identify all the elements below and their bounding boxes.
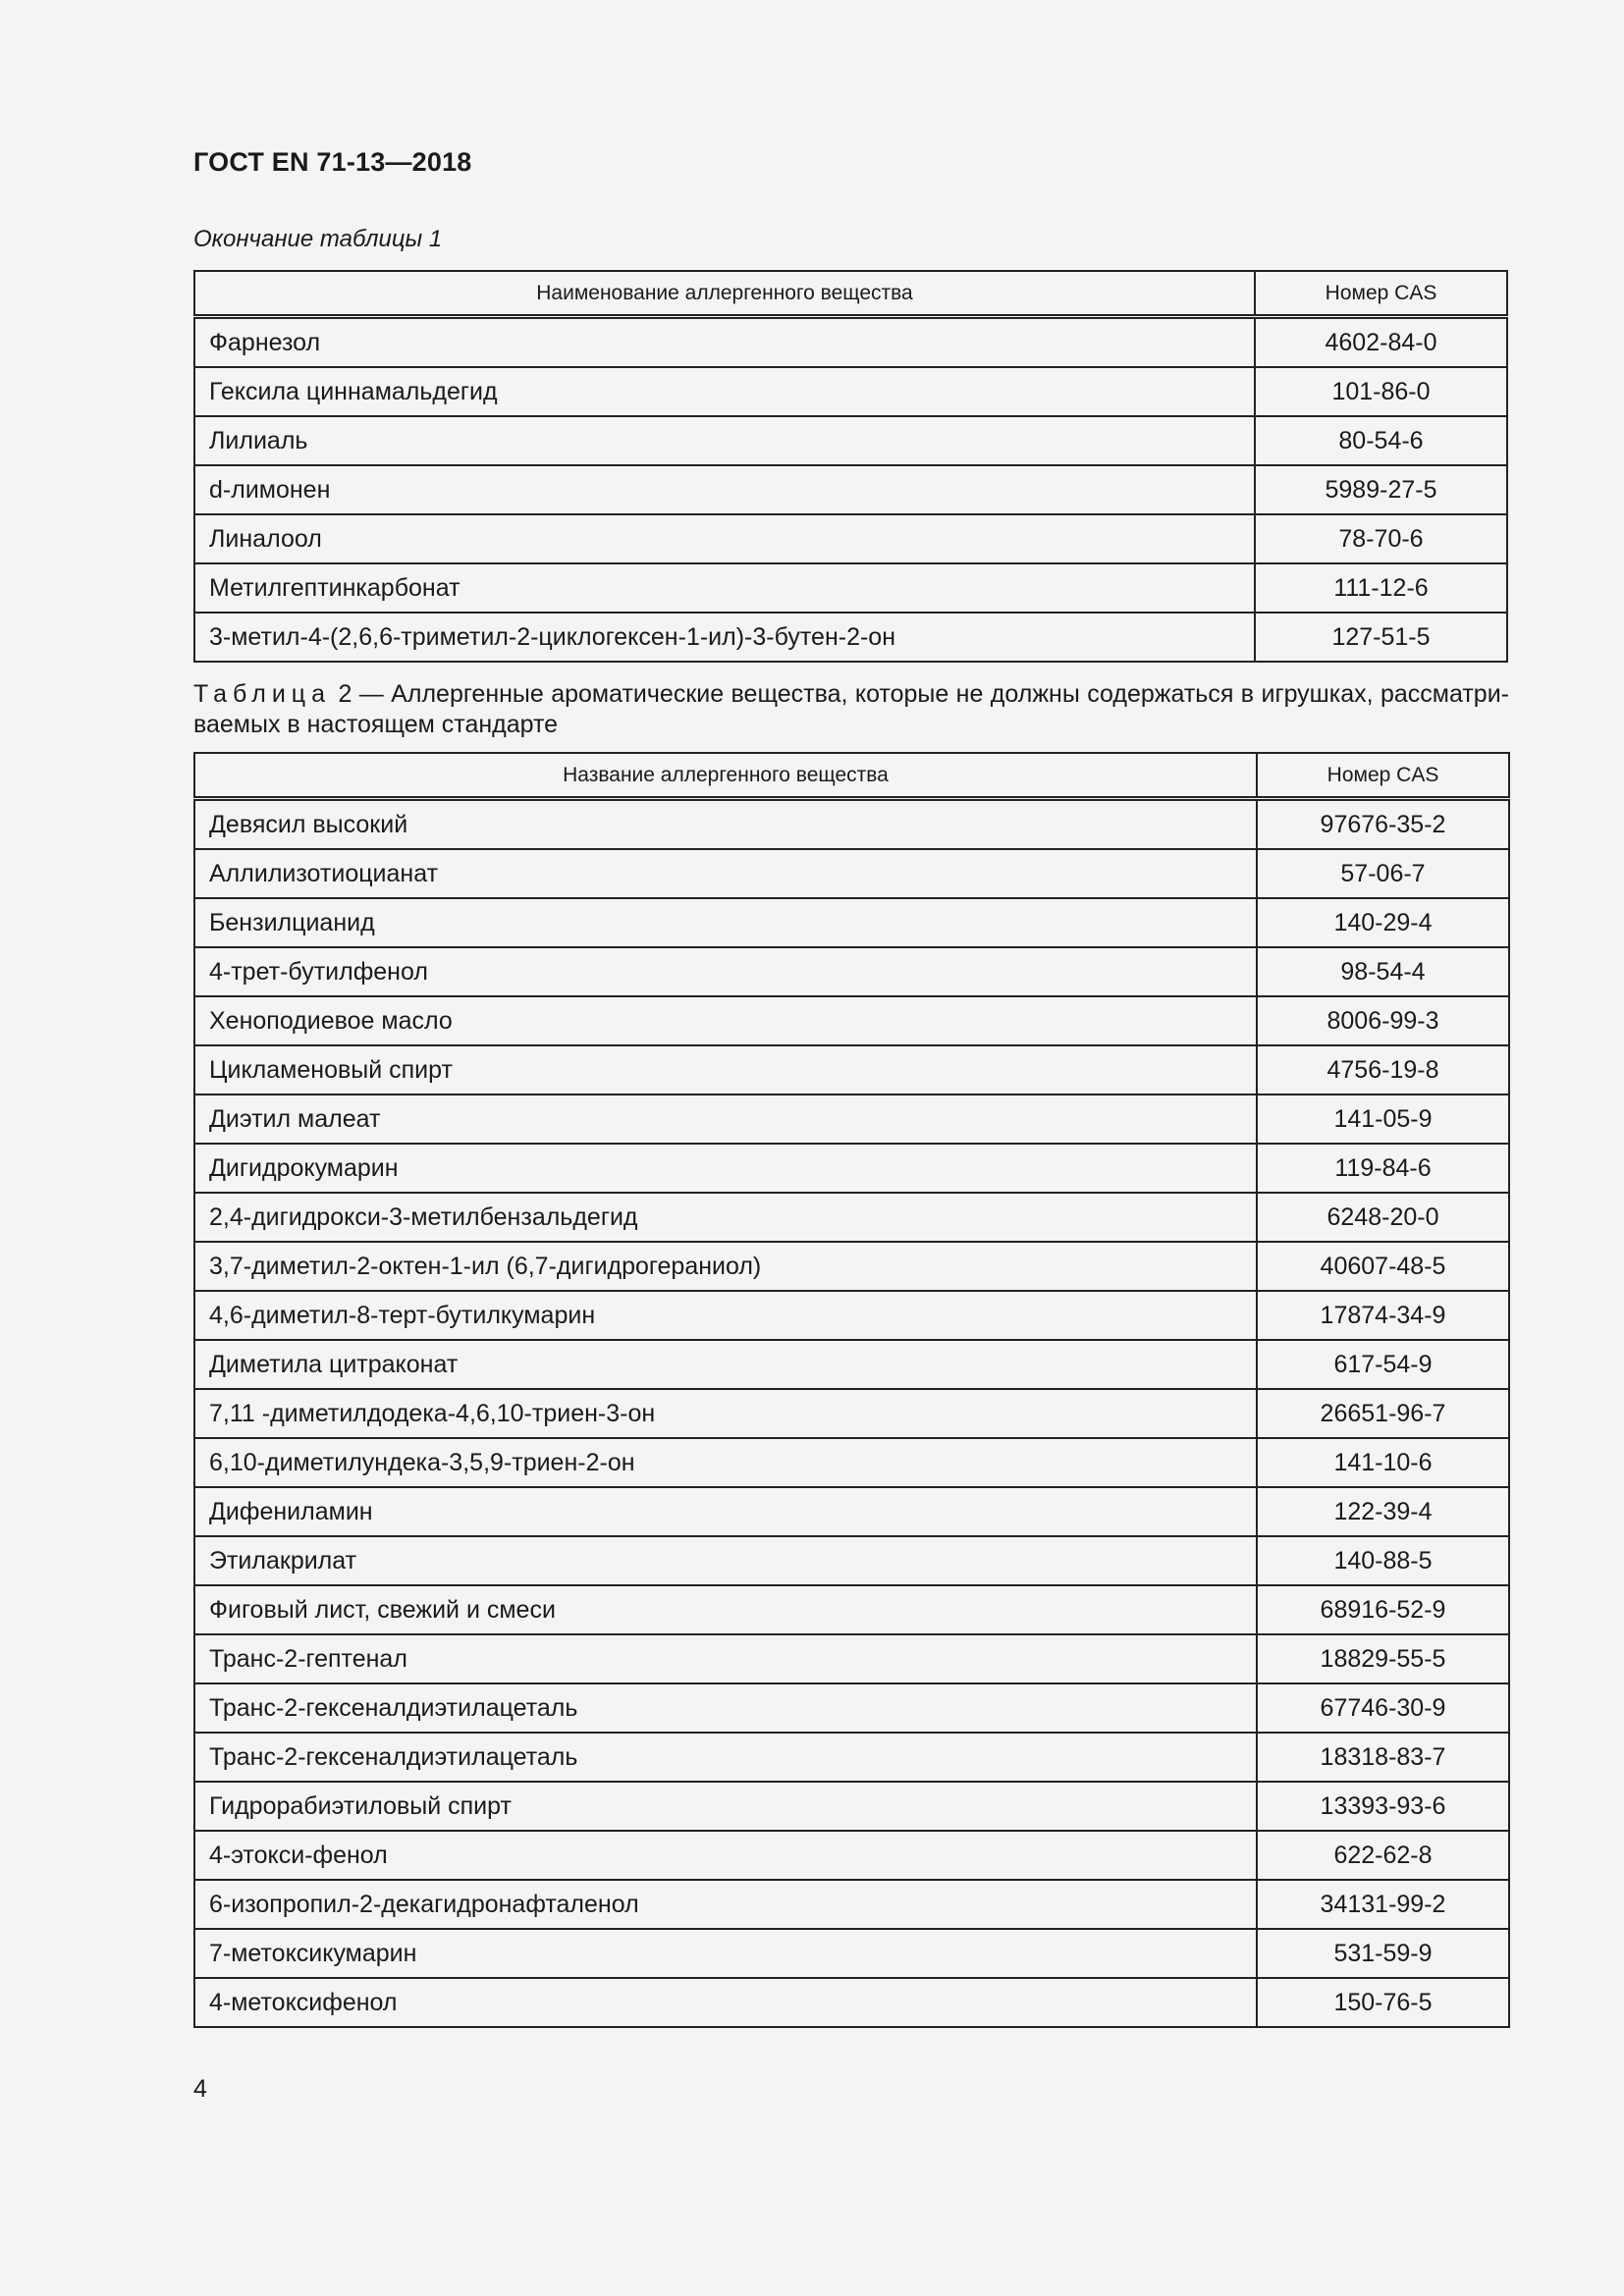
cas-number-cell: 140-88-5 — [1257, 1536, 1509, 1585]
substance-name-cell: 3,7-диметил-2-октен-1-ил (6,7-дигидрогераниол) — [194, 1242, 1257, 1291]
cas-number-cell: 8006-99-3 — [1257, 996, 1509, 1045]
cas-number-cell: 4602-84-0 — [1255, 317, 1507, 368]
substance-name-cell: Этилакрилат — [194, 1536, 1257, 1585]
substance-name-cell: 4,6-диметил-8-терт-бутилкумарин — [194, 1291, 1257, 1340]
substance-name-cell: Диметила цитраконат — [194, 1340, 1257, 1389]
cas-number-cell: 97676-35-2 — [1257, 799, 1509, 850]
cas-number-cell: 18318-83-7 — [1257, 1733, 1509, 1782]
cas-number-cell: 18829-55-5 — [1257, 1634, 1509, 1683]
cas-number-cell: 17874-34-9 — [1257, 1291, 1509, 1340]
table-row — [194, 367, 1507, 416]
table-row — [194, 947, 1509, 996]
cas-number-cell: 140-29-4 — [1257, 898, 1509, 947]
substance-name-cell: Лилиаль — [194, 416, 1255, 465]
table-row — [194, 1978, 1509, 2027]
cas-number-cell: 111-12-6 — [1255, 563, 1507, 613]
table-row — [194, 563, 1507, 613]
cas-number-cell: 141-05-9 — [1257, 1095, 1509, 1144]
cas-number-cell: 531-59-9 — [1257, 1929, 1509, 1978]
substance-name-cell: 7-метоксикумарин — [194, 1929, 1257, 1978]
cas-number-cell: 141-10-6 — [1257, 1438, 1509, 1487]
table1-header-name: Наименование аллергенного вещества — [194, 271, 1255, 317]
table-row — [194, 416, 1507, 465]
substance-name-cell: Транс-2-гептенал — [194, 1634, 1257, 1683]
substance-name-cell: Цикламеновый спирт — [194, 1045, 1257, 1095]
table-row — [194, 1733, 1509, 1782]
substance-name-cell: 4-трет-бутилфенол — [194, 947, 1257, 996]
table-row — [194, 1193, 1509, 1242]
table-row — [194, 1291, 1509, 1340]
table2-header-name: Название аллергенного вещества — [194, 753, 1257, 799]
table1-continuation-label: Окончание таблицы 1 — [193, 226, 443, 252]
cas-number-cell: 6248-20-0 — [1257, 1193, 1509, 1242]
substance-name-cell: Фиговый лист, свежий и смеси — [194, 1585, 1257, 1634]
cas-number-cell: 26651-96-7 — [1257, 1389, 1509, 1438]
table-row — [194, 996, 1509, 1045]
substance-name-cell: d-лимонен — [194, 465, 1255, 514]
document-title: ГОСТ EN 71-13—2018 — [193, 147, 472, 177]
table-row — [194, 1144, 1509, 1193]
cas-number-cell: 34131-99-2 — [1257, 1880, 1509, 1929]
cas-number-cell: 101-86-0 — [1255, 367, 1507, 416]
table-row — [194, 1045, 1509, 1095]
substance-name-cell: 4-метоксифенол — [194, 1978, 1257, 2027]
substance-name-cell: Гидрорабиэтиловый спирт — [194, 1782, 1257, 1831]
table-row — [194, 1831, 1509, 1880]
substance-name-cell: 7,11 -диметилдодека-4,6,10-триен-3-он — [194, 1389, 1257, 1438]
table-row — [194, 849, 1509, 898]
table2-caption — [193, 679, 1509, 740]
substance-name-cell: 4-этокси-фенол — [194, 1831, 1257, 1880]
substance-name-cell: 6-изопропил-2-декагидронафталенол — [194, 1880, 1257, 1929]
table-row — [194, 1929, 1509, 1978]
cas-number-cell: 4756-19-8 — [1257, 1045, 1509, 1095]
table-row — [194, 1634, 1509, 1683]
table-row — [194, 1340, 1509, 1389]
table2-caption-text: 2 — Аллергенные ароматические вещества, которые не должны содержаться в игрушках, рассматри-ваемых в настоящем стандарте — [193, 680, 1509, 738]
cas-number-cell: 622-62-8 — [1257, 1831, 1509, 1880]
cas-number-cell: 78-70-6 — [1255, 514, 1507, 563]
table1-header-cas: Номер CAS — [1255, 271, 1507, 317]
table-row — [194, 317, 1507, 368]
substance-name-cell: Бензилцианид — [194, 898, 1257, 947]
table-row — [194, 613, 1507, 662]
table2 — [193, 752, 1510, 2028]
page-number: 4 — [193, 2075, 207, 2103]
substance-name-cell: Дифениламин — [194, 1487, 1257, 1536]
cas-number-cell: 122-39-4 — [1257, 1487, 1509, 1536]
cas-number-cell: 57-06-7 — [1257, 849, 1509, 898]
table1 — [193, 270, 1508, 663]
table-row — [194, 465, 1507, 514]
cas-number-cell: 40607-48-5 — [1257, 1242, 1509, 1291]
table-row — [194, 1438, 1509, 1487]
cas-number-cell: 617-54-9 — [1257, 1340, 1509, 1389]
table1-header-row — [194, 271, 1507, 317]
substance-name-cell: Фарнезол — [194, 317, 1255, 368]
cas-number-cell: 127-51-5 — [1255, 613, 1507, 662]
table-row — [194, 799, 1509, 850]
table2-header-row — [194, 753, 1509, 799]
substance-name-cell: 2,4-дигидрокси-3-метилбензальдегид — [194, 1193, 1257, 1242]
table-row — [194, 1536, 1509, 1585]
cas-number-cell: 80-54-6 — [1255, 416, 1507, 465]
substance-name-cell: Диэтил малеат — [194, 1095, 1257, 1144]
table-row — [194, 1585, 1509, 1634]
cas-number-cell: 67746-30-9 — [1257, 1683, 1509, 1733]
substance-name-cell: 6,10-диметилундека-3,5,9-триен-2-он — [194, 1438, 1257, 1487]
substance-name-cell: Аллилизотиоцианат — [194, 849, 1257, 898]
substance-name-cell: Гексила циннамальдегид — [194, 367, 1255, 416]
table2-caption-label: Таблица — [193, 680, 332, 708]
substance-name-cell: Метилгептинкарбонат — [194, 563, 1255, 613]
cas-number-cell: 68916-52-9 — [1257, 1585, 1509, 1634]
cas-number-cell: 150-76-5 — [1257, 1978, 1509, 2027]
substance-name-cell: Хеноподиевое масло — [194, 996, 1257, 1045]
substance-name-cell: Транс-2-гексеналдиэтилацеталь — [194, 1683, 1257, 1733]
cas-number-cell: 5989-27-5 — [1255, 465, 1507, 514]
substance-name-cell: Дигидрокумарин — [194, 1144, 1257, 1193]
cas-number-cell: 119-84-6 — [1257, 1144, 1509, 1193]
table-row — [194, 1242, 1509, 1291]
substance-name-cell: Девясил высокий — [194, 799, 1257, 850]
table-row — [194, 1880, 1509, 1929]
cas-number-cell: 98-54-4 — [1257, 947, 1509, 996]
substance-name-cell: Линалоол — [194, 514, 1255, 563]
table-row — [194, 1389, 1509, 1438]
table-row — [194, 1487, 1509, 1536]
table-row — [194, 898, 1509, 947]
table-row — [194, 514, 1507, 563]
table2-header-cas: Номер CAS — [1257, 753, 1509, 799]
table-row — [194, 1782, 1509, 1831]
cas-number-cell: 13393-93-6 — [1257, 1782, 1509, 1831]
table-row — [194, 1683, 1509, 1733]
substance-name-cell: Транс-2-гексеналдиэтилацеталь — [194, 1733, 1257, 1782]
substance-name-cell: 3-метил-4-(2,6,6-триметил-2-циклогексен-1-ил)-3-бутен-2-он — [194, 613, 1255, 662]
table-row — [194, 1095, 1509, 1144]
